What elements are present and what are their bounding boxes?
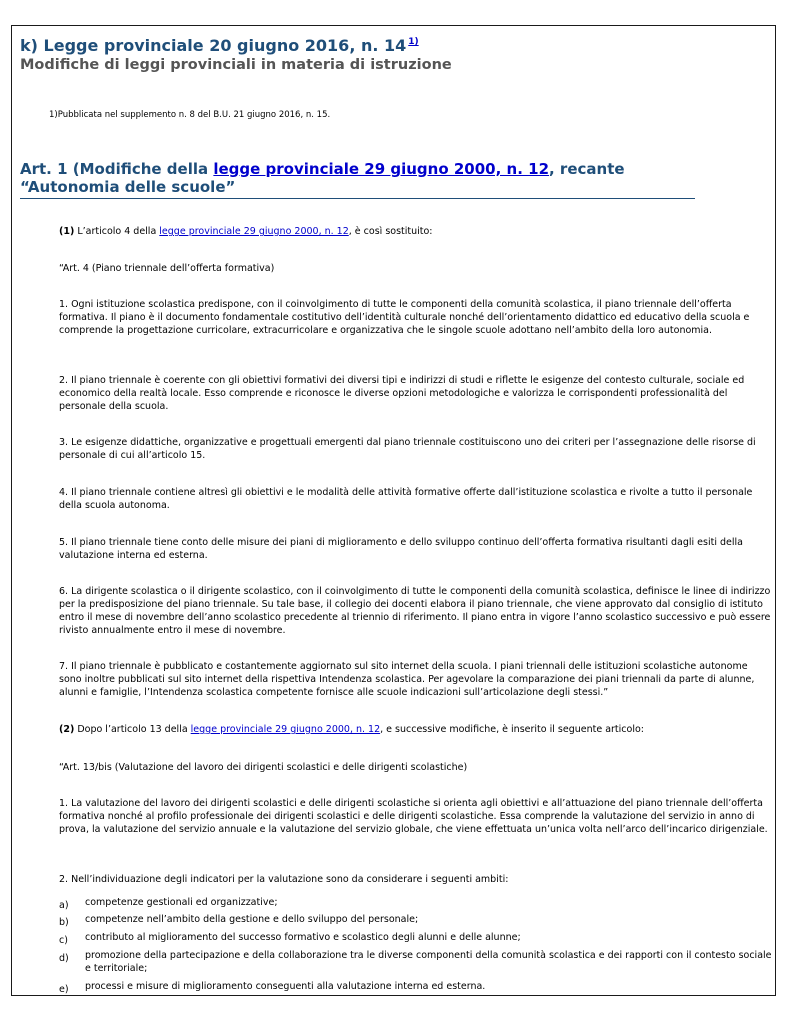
footnote-text: 1)Pubblicata nel supplemento n. 8 del B.U. 21 giugno 2016, n. 15. <box>49 110 331 120</box>
art4-comma-2: 2. Il piano triennale è coerente con gli obiettivi formativi dei diversi tipi e indirizzi di studi e riflette le esigenze del contesto culturale, sociale ed economico della realtà locale. Esso comprende e riconosce le diverse opzioni metodologiche e valorizza le corrispondenti professionalità del personale della scuola. <box>59 375 745 412</box>
paragraph-number: (2) <box>59 724 75 735</box>
art13-comma-1: 1. La valutazione del lavoro dei dirigenti scolastici e delle dirigenti scolastiche si orienta agli obiettivi e all’attuazione del piano triennale dell’offerta formativa nonché al profilo professionale dei dirigenti scolastici e delle dirigenti scolastiche. Essa comprende la valutazione del servizio in anno di prova, la valutazione del servizio annuale e la valutazione del servizio globale, che viene effettuata un’unica volta nell’arco dell’incarico dirigenziale. <box>59 798 768 835</box>
list-item-text: contributo al miglioramento del successo formativo e scolastico degli alunni e delle alunne; <box>85 932 521 943</box>
art4-comma-4: 4. Il piano triennale contiene altresì gli obiettivi e le modalità delle attività formative offerte dall’istituzione scolastica e rivolte a tutto il personale della scuola autonoma. <box>59 487 753 511</box>
paragraph-text: Dopo l’articolo 13 della <box>74 724 191 735</box>
law-title <box>20 36 419 55</box>
law-link[interactable]: legge provinciale 29 giugno 2000, n. 12 <box>159 226 349 237</box>
list-item-letter: d) <box>59 953 69 964</box>
art4-comma-6: 6. La dirigente scolastica o il dirigente scolastico, con il coinvolgimento di tutte le componenti della comunità scolastica, definisce le linee di indirizzo per la predisposizione del piano triennale. Su tale base, il collegio dei docenti elabora il piano triennale, che viene approvato dal consiglio di istituto entro il mese di novembre dell’anno scolastico precedente al triennio di riferimento. Il piano entra in vigore l’anno scolastico successivo e può essere rivisto annualmente entro il mese di novembre. <box>59 586 771 636</box>
art13-comma-2: 2. Nell’individuazione degli indicatori per la valutazione sono da considerare i seguenti ambiti: <box>59 874 509 885</box>
footnote-link[interactable]: 1) <box>408 37 419 47</box>
list-item-text: promozione della partecipazione e della collaborazione tra le diverse componenti della comunità scolastica e dei rapporti con il contesto sociale e territoriale; <box>85 950 772 974</box>
art4-title: “Art. 4 (Piano triennale dell’offerta formativa) <box>59 263 275 274</box>
list-item-letter: b) <box>59 917 69 928</box>
article-heading-line2: “Autonomia delle scuole” <box>20 178 236 196</box>
law-title-text: k) Legge provinciale 20 giugno 2016, n. 14 <box>20 36 407 55</box>
document-frame <box>11 25 776 996</box>
footnote-reference <box>408 37 418 47</box>
art4-comma-1: 1. Ogni istituzione scolastica predispone, con il coinvolgimento di tutte le componenti della comunità scolastica, il piano triennale dell’offerta formativa. Il piano è il documento fondamentale costitutivo dell’identità culturale nonché dell’orientamento didattico ed educativo della scuola e comprende la progettazione curricolare, extracurricolare e organizzativa che le singole scuole adottano nell’ambito della loro autonomia. <box>59 299 750 336</box>
law-link[interactable]: legge provinciale 29 giugno 2000, n. 12 <box>190 724 381 735</box>
list-item-letter: c) <box>59 935 68 946</box>
paragraph-text: , è così sostituito: <box>348 226 433 237</box>
list-item-letter: e) <box>59 984 69 995</box>
list-item-text: processi e misure di miglioramento conseguenti alla valutazione interna ed esterna. <box>85 981 486 992</box>
paragraph-number: (1) <box>59 226 75 237</box>
article-heading-suffix: , recante <box>549 160 625 178</box>
list-item-letter: a) <box>59 900 69 911</box>
list-item-text: competenze nell’ambito della gestione e dello sviluppo del personale; <box>85 914 419 925</box>
art4-comma-5: 5. Il piano triennale tiene conto delle misure dei piani di miglioramento e dello sviluppo continuo dell’offerta formativa risultanti dagli esiti della valutazione interna ed esterna. <box>59 537 743 561</box>
article-heading <box>20 160 695 199</box>
paragraph-text: , e successive modifiche, è inserito il seguente articolo: <box>380 724 644 735</box>
paragraph-2 <box>59 723 773 736</box>
art4-comma-3: 3. Le esigenze didattiche, organizzative e progettuali emergenti dal piano triennale costituiscono uno dei criteri per l’assegnazione delle risorse di personale di cui all’articolo 15. <box>59 437 756 461</box>
list-item-text: competenze gestionali ed organizzative; <box>85 897 278 908</box>
art13-title: “Art. 13/bis (Valutazione del lavoro dei dirigenti scolastici e delle dirigenti scolastiche) <box>59 762 468 773</box>
paragraph-text: L’articolo 4 della <box>74 226 160 237</box>
art4-comma-7: 7. Il piano triennale è pubblicato e costantemente aggiornato sul sito internet della scuola. I piani triennali delle istituzioni scolastiche autonome sono inoltre pubblicati sul sito internet della rispettiva Intendenza scolastica. Per agevolare la comparazione dei piani triennali da parte di alunne, alunni e famiglie, l’Intendenza scolastica competente fornisce alle scuole indicazioni sull’articolazione degli stessi.” <box>59 661 755 698</box>
article-heading-prefix: Art. 1 (Modifiche della <box>20 160 214 178</box>
paragraph-1 <box>59 225 773 238</box>
article-heading-law-link[interactable]: legge provinciale 29 giugno 2000, n. 12 <box>213 160 550 178</box>
law-subtitle: Modifiche di leggi provinciali in materia di istruzione <box>20 57 452 73</box>
